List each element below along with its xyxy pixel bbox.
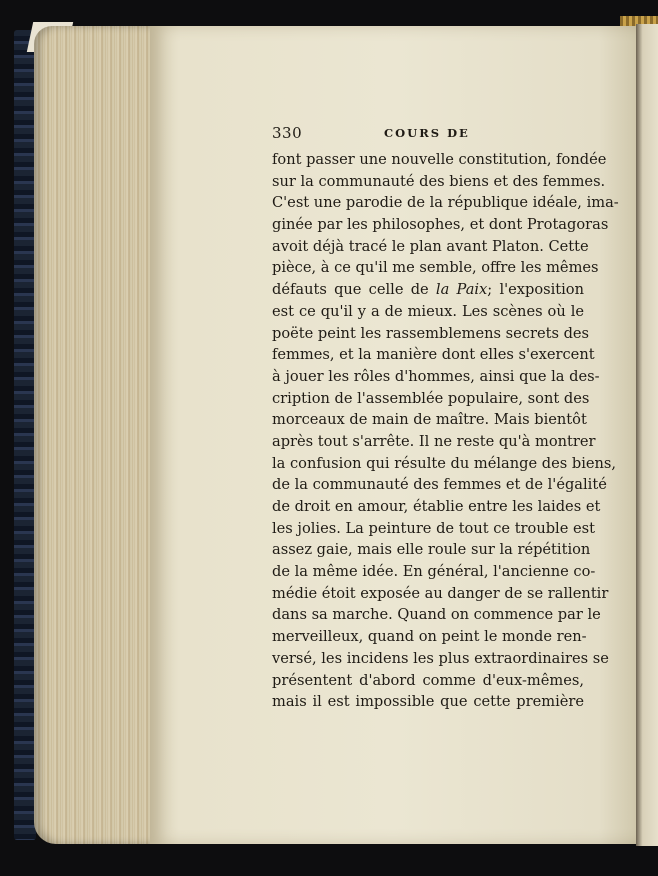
text-line: présentent d'abord comme d'eux-mêmes,	[272, 671, 584, 689]
text-line: défauts que celle de la Paix; l'exposition	[272, 281, 584, 299]
text-line: C'est une parodie de la république idéale, ima-	[272, 194, 619, 212]
italic-title: la Paix	[435, 281, 488, 299]
page-edges	[34, 26, 164, 844]
book-spine	[14, 30, 36, 840]
text-line: cription de l'assemblée populaire, sont des	[272, 389, 590, 407]
facing-page-edge	[636, 24, 658, 846]
text-line: morceaux de main de maître. Mais bientôt	[272, 411, 587, 429]
text-line: après tout s'arrête. Il ne reste qu'à montrer	[272, 432, 596, 450]
text-line: de la même idée. En général, l'ancienne co-	[272, 563, 596, 581]
text-line: médie étoit exposée au danger de se rallentir	[272, 584, 609, 602]
text-line: dans sa marche. Quand on commence par le	[272, 606, 601, 624]
text-line: sur la communauté des biens et des femmes.	[272, 172, 606, 190]
text-line: assez gaie, mais elle roule sur la répétition	[272, 541, 591, 559]
page-header	[272, 124, 472, 144]
text-line: poëte peint les rassemblemens secrets des	[272, 324, 590, 342]
text-line: de droit en amour, établie entre les laides et	[272, 498, 601, 515]
text-line: pièce, à ce qu'il me semble, offre les mêmes	[272, 259, 599, 277]
text-line: à jouer les rôles d'hommes, ainsi que la des-	[272, 367, 600, 385]
text-line: mais il est impossible que cette première	[272, 693, 584, 711]
text-line: les jolies. La peinture de tout ce trouble est	[272, 519, 595, 537]
text-line: merveilleux, quand on peint le monde ren-	[272, 628, 587, 646]
text-line: ginée par les philosophes, et dont Protagoras	[272, 216, 609, 234]
text-line: femmes, et la manière dont elles s'exercent	[272, 346, 595, 364]
body-text	[272, 149, 619, 713]
text-line: avoit déjà tracé le plan avant Platon. Cette	[272, 237, 589, 255]
text-line: de la communauté des femmes et de l'égalité	[272, 476, 607, 494]
page-number: 330	[272, 124, 303, 142]
text-line: font passer une nouvelle constitution, fondée	[272, 151, 607, 168]
text-line: est ce qu'il y a de mieux. Les scènes où le	[272, 302, 584, 320]
running-head: COURS DE	[384, 126, 470, 140]
text-line: la confusion qui résulte du mélange des biens,	[272, 454, 617, 472]
text-line: versé, les incidens les plus extraordinaires se	[272, 649, 609, 667]
